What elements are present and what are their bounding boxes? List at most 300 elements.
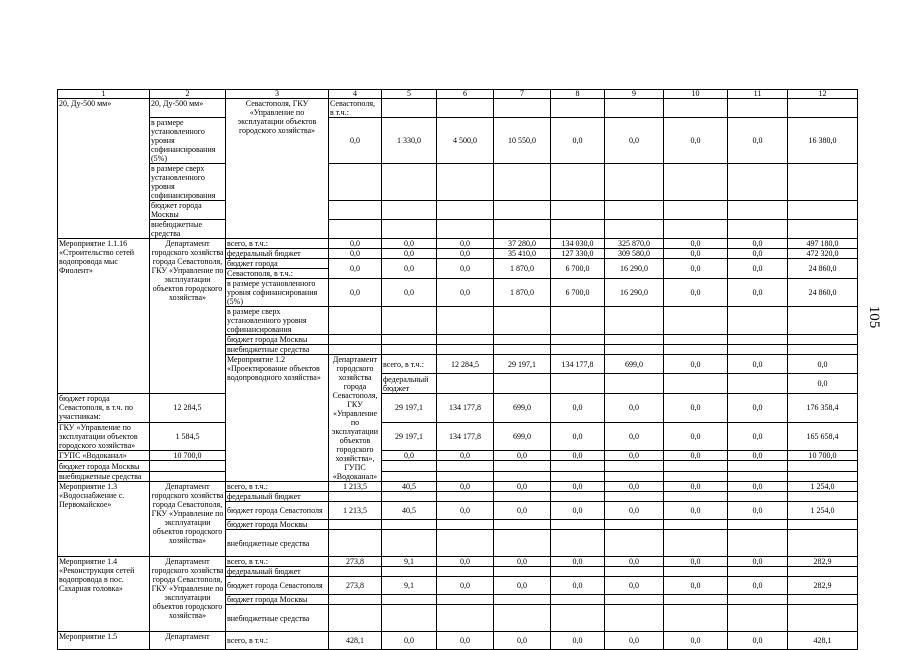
value-cell [437, 471, 494, 481]
funding-source-cell: бюджет города Севастополя, в т.ч. по участникам: [58, 393, 150, 422]
value-cell [728, 201, 788, 220]
value-cell: 0,0 [728, 259, 788, 279]
value-cell: 0,0 [382, 249, 437, 259]
column-number: 11 [728, 90, 788, 99]
value-cell [329, 605, 382, 632]
value-cell: 165 658,4 [788, 422, 858, 451]
value-cell [788, 99, 858, 118]
funding-source-cell: внебюджетные средства [226, 530, 329, 557]
value-cell [788, 307, 858, 335]
value-cell: 0,0 [382, 632, 437, 650]
executor-cell: Севастополя, ГКУ «Управление по эксплуатации объектов городского хозяйства» [226, 99, 329, 239]
value-cell [728, 335, 788, 345]
value-cell [494, 605, 551, 632]
value-cell: 10 550,0 [494, 118, 551, 164]
table-row [58, 164, 858, 201]
column-number: 2 [150, 90, 226, 99]
value-cell [605, 471, 664, 481]
value-cell: 0,0 [494, 451, 551, 461]
measure-name-cell: Мероприятие 1.4 «Реконструкция сетей водопровода в пос. Сахарная головка» [58, 557, 150, 632]
funding-source-cell: федеральный бюджет [382, 374, 437, 393]
value-cell: 0,0 [664, 451, 728, 461]
value-cell [728, 530, 788, 557]
table-row [58, 461, 858, 471]
value-cell: 0,0 [329, 279, 382, 307]
executor-cell: Департамент городского хозяйства города Севастополя, ГКУ «Управление по эксплуатации объектов городского хозяйства» [150, 482, 226, 557]
funding-source-cell: федеральный бюджет [226, 567, 329, 577]
value-cell [605, 220, 664, 239]
value-cell [437, 530, 494, 557]
funding-source-cell: бюджет города Москвы [58, 461, 150, 471]
value-cell: 0,0 [788, 374, 858, 393]
value-cell [788, 335, 858, 345]
value-cell [437, 605, 494, 632]
value-cell: 1 213,5 [329, 482, 382, 492]
value-cell: 0,0 [605, 393, 664, 422]
value-cell [382, 595, 437, 605]
value-cell: 0,0 [551, 451, 605, 461]
value-cell: 0,0 [728, 239, 788, 249]
column-number: 1 [58, 90, 150, 99]
value-cell: 16 380,0 [788, 118, 858, 164]
value-cell [728, 374, 788, 393]
value-cell: 497 180,0 [788, 239, 858, 249]
value-cell [605, 567, 664, 577]
value-cell: 0,0 [329, 259, 382, 279]
value-cell: 0,0 [664, 249, 728, 259]
value-cell: 0,0 [494, 502, 551, 520]
value-cell [437, 335, 494, 345]
value-cell: 0,0 [664, 482, 728, 492]
value-cell: 0,0 [664, 259, 728, 279]
value-cell: 0,0 [329, 118, 382, 164]
value-cell: 29 197,1 [382, 393, 437, 422]
funding-source-cell: Севастополя, в т.ч.: [329, 99, 382, 118]
value-cell [551, 99, 605, 118]
funding-source-cell: всего, в т.ч.: [226, 482, 329, 492]
value-cell: 0,0 [437, 557, 494, 567]
value-cell [728, 164, 788, 201]
executor-cell: Департамент городского хозяйства города Севастополя, ГКУ «Управление по эксплуатации объектов городского хозяйства» [150, 557, 226, 632]
measure-name-cell: Мероприятие 1.5 [58, 632, 150, 650]
value-cell: 0,0 [728, 393, 788, 422]
value-cell [382, 530, 437, 557]
table-row [58, 632, 858, 650]
value-cell: 699,0 [494, 393, 551, 422]
value-cell: 0,0 [437, 239, 494, 249]
value-cell [788, 520, 858, 530]
value-cell: 0,0 [437, 249, 494, 259]
value-cell: 0,0 [664, 632, 728, 650]
value-cell [788, 567, 858, 577]
table-row [58, 118, 858, 164]
value-cell [605, 595, 664, 605]
value-cell: 0,0 [605, 422, 664, 451]
value-cell: 0,0 [551, 118, 605, 164]
funding-source-cell: федеральный бюджет [226, 492, 329, 502]
value-cell [494, 220, 551, 239]
table-row [58, 239, 858, 249]
value-cell [605, 461, 664, 471]
value-cell [494, 335, 551, 345]
value-cell: 0,0 [664, 577, 728, 595]
value-cell: 0,0 [664, 239, 728, 249]
value-cell: 0,0 [551, 502, 605, 520]
value-cell [664, 605, 728, 632]
funding-source-cell: бюджет города Москвы [150, 201, 226, 220]
value-cell: 1 584,5 [150, 422, 226, 451]
value-cell [494, 345, 551, 355]
value-cell [382, 492, 437, 502]
table-row [58, 201, 858, 220]
value-cell: 12 284,5 [150, 393, 226, 422]
value-cell [437, 595, 494, 605]
budget-table [57, 89, 858, 650]
funding-source-cell: всего, в т.ч.: [226, 557, 329, 567]
value-cell [382, 307, 437, 335]
value-cell [664, 374, 728, 393]
value-cell [329, 520, 382, 530]
value-cell [664, 164, 728, 201]
column-number: 8 [551, 90, 605, 99]
value-cell [551, 307, 605, 335]
value-cell [494, 492, 551, 502]
value-cell: 40,5 [382, 502, 437, 520]
value-cell [382, 164, 437, 201]
value-cell [664, 307, 728, 335]
value-cell [494, 307, 551, 335]
value-cell [605, 492, 664, 502]
value-cell [664, 335, 728, 345]
value-cell [437, 345, 494, 355]
value-cell [551, 530, 605, 557]
value-cell: 24 860,0 [788, 259, 858, 279]
value-cell: 0,0 [664, 393, 728, 422]
funding-source-cell: всего, в т.ч.: [382, 355, 437, 374]
value-cell [788, 471, 858, 481]
value-cell [664, 567, 728, 577]
funding-source-cell: внебюджетные средства [226, 345, 329, 355]
value-cell [664, 595, 728, 605]
value-cell [664, 345, 728, 355]
value-cell [494, 471, 551, 481]
value-cell: 0,0 [664, 279, 728, 307]
value-cell: 9,1 [382, 557, 437, 567]
value-cell: 0,0 [728, 557, 788, 567]
value-cell [437, 520, 494, 530]
value-cell: 40,5 [382, 482, 437, 492]
value-cell [437, 492, 494, 502]
value-cell [382, 335, 437, 345]
value-cell: 1 213,5 [329, 502, 382, 520]
value-cell: 16 290,0 [605, 279, 664, 307]
value-cell [605, 201, 664, 220]
funding-source-cell: бюджет города Севастополя [226, 502, 329, 520]
column-number: 3 [226, 90, 329, 99]
value-cell [788, 530, 858, 557]
value-cell [605, 520, 664, 530]
value-cell [437, 220, 494, 239]
value-cell [329, 335, 382, 345]
value-cell [437, 461, 494, 471]
value-cell [728, 461, 788, 471]
value-cell: 9,1 [382, 577, 437, 595]
value-cell: 10 700,0 [788, 451, 858, 461]
value-cell: 282,9 [788, 577, 858, 595]
funding-source-cell: всего, в т.ч.: [226, 632, 329, 650]
value-cell: 0,0 [605, 502, 664, 520]
value-cell: 134 177,8 [551, 355, 605, 374]
value-cell: 0,0 [494, 632, 551, 650]
value-cell: 1 254,0 [788, 482, 858, 492]
value-cell [329, 530, 382, 557]
value-cell [551, 567, 605, 577]
funding-source-cell: бюджет города Москвы [226, 520, 329, 530]
value-cell [382, 567, 437, 577]
value-cell: 0,0 [605, 557, 664, 567]
value-cell [788, 595, 858, 605]
value-cell [664, 201, 728, 220]
column-number: 9 [605, 90, 664, 99]
page-number: 105 [866, 305, 882, 329]
value-cell: 0,0 [551, 557, 605, 567]
value-cell [788, 461, 858, 471]
value-cell [605, 530, 664, 557]
value-cell [551, 335, 605, 345]
value-cell [551, 520, 605, 530]
funding-source-cell: в размере установленного уровня софинансирования (5%) [150, 118, 226, 164]
value-cell: 472 320,0 [788, 249, 858, 259]
measure-name-cell: Мероприятие 1.3 «Водоснабжение с. Первомайское» [58, 482, 150, 557]
value-cell [605, 335, 664, 345]
value-cell [494, 164, 551, 201]
value-cell: 1 330,0 [382, 118, 437, 164]
value-cell [382, 220, 437, 239]
value-cell [664, 471, 728, 481]
table-row [58, 422, 858, 451]
value-cell: 0,0 [551, 422, 605, 451]
value-cell [551, 164, 605, 201]
column-number: 5 [382, 90, 437, 99]
value-cell [605, 345, 664, 355]
value-cell: 0,0 [494, 557, 551, 567]
value-cell: 134 177,8 [437, 393, 494, 422]
value-cell [551, 471, 605, 481]
value-cell: 428,1 [329, 632, 382, 650]
value-cell: 0,0 [605, 577, 664, 595]
value-cell: 0,0 [551, 393, 605, 422]
value-cell [551, 461, 605, 471]
value-cell [664, 99, 728, 118]
value-cell: 0,0 [437, 279, 494, 307]
value-cell [728, 471, 788, 481]
value-cell [788, 345, 858, 355]
value-cell: 0,0 [437, 482, 494, 492]
value-cell [551, 595, 605, 605]
table-row [58, 557, 858, 567]
value-cell: 29 197,1 [382, 422, 437, 451]
value-cell [605, 307, 664, 335]
value-cell [605, 164, 664, 201]
value-cell [150, 461, 226, 471]
value-cell: 428,1 [788, 632, 858, 650]
value-cell [551, 220, 605, 239]
value-cell [551, 374, 605, 393]
value-cell [494, 530, 551, 557]
value-cell: 0,0 [605, 451, 664, 461]
measure-name-cell: Мероприятие 1.1.16 «Строительство сетей водопровода мыс Фиолент» [58, 239, 150, 394]
value-cell: 699,0 [605, 355, 664, 374]
value-cell [329, 567, 382, 577]
funding-source-cell: Севастополя, в т.ч.: [226, 269, 329, 279]
value-cell: 309 580,0 [605, 249, 664, 259]
value-cell: 0,0 [551, 632, 605, 650]
funding-source-cell: бюджет города Севастополя [226, 577, 329, 595]
value-cell: 1 870,0 [494, 279, 551, 307]
value-cell [437, 567, 494, 577]
value-cell: 0,0 [728, 577, 788, 595]
value-cell [382, 471, 437, 481]
value-cell [382, 605, 437, 632]
value-cell [329, 201, 382, 220]
column-number: 4 [329, 90, 382, 99]
value-cell: 0,0 [664, 557, 728, 567]
value-cell [494, 461, 551, 471]
value-cell: 10 700,0 [150, 451, 226, 461]
value-cell [788, 164, 858, 201]
value-cell [329, 307, 382, 335]
executor-cell: Департамент [150, 632, 226, 650]
value-cell [551, 605, 605, 632]
executor-cell: Департамент городского хозяйства города Севастополя, ГКУ «Управление по эксплуатации объектов городского хозяйства» [150, 239, 226, 394]
value-cell [551, 345, 605, 355]
value-cell [494, 99, 551, 118]
value-cell [728, 345, 788, 355]
table-row [58, 482, 858, 492]
value-cell: 16 290,0 [605, 259, 664, 279]
funding-source-cell: бюджет города Москвы [226, 335, 329, 345]
measure-name-cell: Мероприятие 1.2 «Проектирование объектов водопроводного хозяйства» [226, 355, 329, 482]
value-cell: 325 870,0 [605, 239, 664, 249]
funding-source-cell: в размере сверх установленного уровня софинансирования [150, 164, 226, 201]
value-cell: 0,0 [728, 451, 788, 461]
table-row [58, 451, 858, 461]
value-cell: 0,0 [728, 482, 788, 492]
funding-source-cell: федеральный бюджет [226, 249, 329, 259]
value-cell: 0,0 [329, 239, 382, 249]
measure-name-cell: 20, Ду-500 мм» [150, 99, 226, 118]
value-cell [382, 461, 437, 471]
value-cell [728, 307, 788, 335]
value-cell [437, 307, 494, 335]
value-cell [382, 201, 437, 220]
value-cell: 0,0 [728, 355, 788, 374]
value-cell: 0,0 [437, 259, 494, 279]
value-cell: 6 700,0 [551, 279, 605, 307]
table-row [58, 471, 858, 481]
value-cell [329, 595, 382, 605]
funding-source-cell: бюджет города [226, 259, 329, 269]
value-cell: 0,0 [382, 239, 437, 249]
value-cell: 0,0 [664, 422, 728, 451]
value-cell [382, 99, 437, 118]
value-cell: 0,0 [329, 249, 382, 259]
value-cell: 0,0 [728, 249, 788, 259]
value-cell: 37 280,0 [494, 239, 551, 249]
value-cell [728, 99, 788, 118]
value-cell [437, 201, 494, 220]
value-cell [728, 492, 788, 502]
value-cell: 29 197,1 [494, 355, 551, 374]
value-cell: 0,0 [382, 451, 437, 461]
value-cell: 0,0 [605, 632, 664, 650]
value-cell: 0,0 [437, 502, 494, 520]
value-cell: 134 177,8 [437, 422, 494, 451]
value-cell: 0,0 [437, 451, 494, 461]
value-cell [728, 605, 788, 632]
value-cell [382, 345, 437, 355]
funding-source-cell: бюджет города Москвы [226, 595, 329, 605]
value-cell [728, 220, 788, 239]
value-cell [494, 595, 551, 605]
value-cell: 24 860,0 [788, 279, 858, 307]
executor-cell: Департамент городского хозяйства города Севастополя, ГКУ «Управление по эксплуатации объектов городского хозяйства», ГУПС «Водоканал» [329, 355, 382, 482]
value-cell [437, 164, 494, 201]
value-cell [664, 220, 728, 239]
value-cell [494, 201, 551, 220]
table-row [58, 393, 858, 422]
value-cell: 0,0 [664, 355, 728, 374]
value-cell [494, 567, 551, 577]
value-cell: 0,0 [437, 577, 494, 595]
value-cell: 35 410,0 [494, 249, 551, 259]
value-cell [664, 530, 728, 557]
funding-source-cell: в размере сверх установленного уровня софинансирования [226, 307, 329, 335]
value-cell [664, 492, 728, 502]
value-cell: 0,0 [728, 632, 788, 650]
value-cell: 134 030,0 [551, 239, 605, 249]
value-cell [664, 520, 728, 530]
table-row [58, 220, 858, 239]
value-cell: 0,0 [788, 355, 858, 374]
funding-source-cell: ГУПС «Водоканал» [58, 451, 150, 461]
value-cell: 12 284,5 [437, 355, 494, 374]
value-cell [494, 374, 551, 393]
value-cell [494, 520, 551, 530]
value-cell: 699,0 [494, 422, 551, 451]
value-cell: 1 870,0 [494, 259, 551, 279]
table-row [58, 99, 858, 118]
column-number: 7 [494, 90, 551, 99]
value-cell: 0,0 [437, 632, 494, 650]
value-cell [728, 567, 788, 577]
value-cell [329, 220, 382, 239]
value-cell [788, 492, 858, 502]
funding-source-cell: внебюджетные средства [58, 471, 150, 481]
value-cell: 273,8 [329, 557, 382, 567]
funding-source-cell: внебюджетные средства [150, 220, 226, 239]
value-cell [664, 461, 728, 471]
value-cell: 0,0 [728, 422, 788, 451]
value-cell: 0,0 [551, 482, 605, 492]
value-cell [788, 605, 858, 632]
value-cell [437, 374, 494, 393]
funding-source-cell: всего, в т.ч.: [226, 239, 329, 249]
value-cell [329, 492, 382, 502]
value-cell [329, 164, 382, 201]
column-number: 6 [437, 90, 494, 99]
value-cell: 0,0 [728, 118, 788, 164]
